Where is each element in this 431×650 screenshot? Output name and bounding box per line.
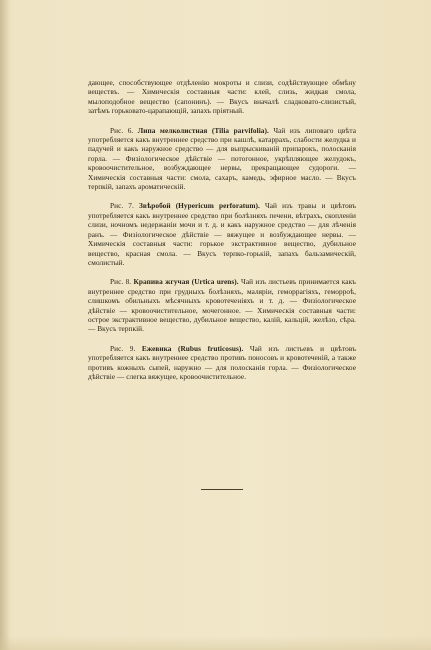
entry-name: Ежевика (Rubus fruticosus). xyxy=(141,343,244,353)
entry-figure-7 xyxy=(88,201,356,267)
entry-figure-8 xyxy=(88,277,356,333)
entry-name: Крапива жгучая (Urtica urens). xyxy=(133,277,239,287)
entry-number: Рис. 8. xyxy=(110,277,132,287)
entry-figure-6 xyxy=(88,126,356,192)
entry-body: Чай изъ листьевъ принимается какъ внутреннее средство при грудныхъ болѣзняхъ, маляріи, геморрагіяхъ, геморроѣ, слишкомъ обильныхъ мѣсячныхъ кровотеченіяхъ и т. д. — Физіологическое дѣйствіе — кровоочистительное, мочегонное. — Химическія составныя части: острое экстрактивное вещество, дубильное вещество, калій, кальцій, желѣзо, сѣра. — Вкусъ терпкій. xyxy=(88,277,356,334)
section-end-rule xyxy=(201,489,243,490)
entry-name: Звѣробой (Hypericum perforatum). xyxy=(138,201,260,211)
intro-paragraph xyxy=(88,78,356,116)
intro-text: дающее, способствующее отдѣленію мокроты и слизи, содѣйствующее обмѣну веществъ. — Химическія составныя части: клей, слизь, жидкая смола, мылоподобное вещество (сапонинъ). — Вкусъ вначалѣ сладковато-слизистый, затѣмъ горьковато-царапающій, запахъ пріятный. xyxy=(88,78,356,116)
entry-number: Рис. 9. xyxy=(110,343,136,353)
entry-number: Рис. 6. xyxy=(110,125,134,135)
page-text xyxy=(88,78,356,391)
entry-name: Липа мелколистная (Tilia parvifolia). xyxy=(137,125,269,135)
entry-body: Чай изъ листьевъ и цвѣтовъ употребляется какъ внутреннее средство противъ поносовъ и кровотеченій, а также противъ кожныхъ сыпей, наружно — для полосканія горла. — Физіологическое дѣйствіе — слегка вяжущее, кровоочистительное. xyxy=(88,343,357,381)
entry-body: Чай изъ липоваго цвѣта употребляется какъ внутреннее средство при кашлѣ, катаррахъ, слабости желудка и падучей и какъ наружное средство — для выпрыскиваній припарокъ, полосканія горла. — Физіологическое дѣйствіе — потогонное, укрѣпляющее желудокъ, кровоочистительное, возбуждающее нервы, прекращающее судороги. — Химическія составныя части: смола, сахаръ, камедь, эфирное масло. — Вкусъ терпкій, запахъ ароматическій. xyxy=(88,125,356,192)
entry-figure-9 xyxy=(88,344,356,382)
entry-number: Рис. 7. xyxy=(110,201,134,211)
page-bottom-shade xyxy=(0,636,431,650)
entry-body: Чай изъ травы и цвѣтовъ употребляется какъ внутреннее средство при болѣзняхъ печени, вѣтрахъ, скопленіи слизи, ночномъ недержаніи мочи и т. д. и какъ наружное средство — для лѣченія ранъ. — Физіологическое дѣйствіе — вяжущее и возбуждающее нервы. — Химическія составныя части: горькое экстрактивное вещество, дубильное вещество, красная смола. — Вкусъ терпко-горькій, запахъ бальзамическій, смолистый. xyxy=(88,201,357,267)
binding-shadow xyxy=(0,0,10,650)
